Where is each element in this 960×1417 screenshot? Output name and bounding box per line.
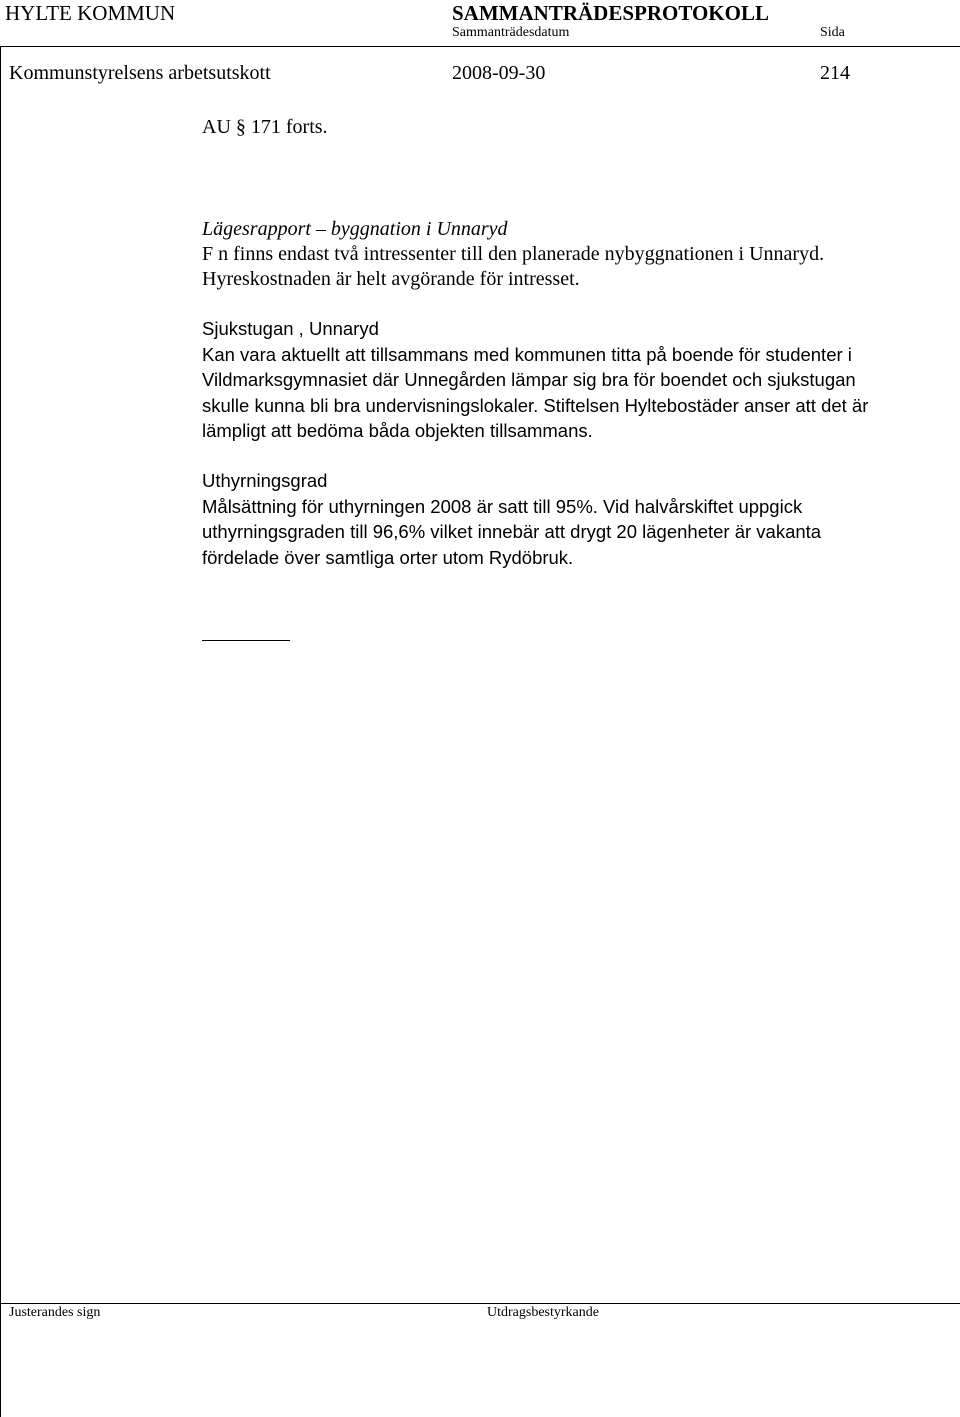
sign-label: Justerandes sign (9, 1305, 101, 1320)
organization-name: HYLTE KOMMUN (5, 1, 176, 25)
end-of-paragraph-rule (202, 640, 290, 641)
meeting-date: 2008-09-30 (452, 62, 546, 84)
date-caption: Sammanträdesdatum (452, 25, 570, 40)
page-caption: Sida (820, 25, 845, 40)
left-margin-rule (0, 46, 1, 1417)
section-line: Hyreskostnaden är helt avgörande för intresset. (202, 268, 580, 290)
section-line: skulle kunna bli bra undervisningslokaler. Stiftelsen Hyltebostäder anser att det är (202, 394, 869, 416)
section-heading: Uthyrningsgrad (202, 470, 328, 491)
section-uthyrningsgrad (202, 468, 942, 570)
section-line: uthyrningsgraden till 96,6% vilket innebär att drygt 20 lägenheter är vakanta (202, 521, 822, 542)
section-sjukstugan (202, 316, 942, 444)
page-number: 214 (820, 62, 850, 84)
certify-label: Utdragsbestyrkande (487, 1305, 599, 1320)
section-heading: Sjukstugan , Unnaryd (202, 318, 379, 339)
document-type: SAMMANTRÄDESPROTOKOLL (452, 1, 769, 25)
section-line: Kan vara aktuellt att tillsammans med kommunen titta på boende för studenter i (202, 343, 852, 365)
section-line: Vildmarksgymnasiet där Unnegården lämpar sig bra för boendet och sjukstugan (202, 369, 856, 390)
committee-name: Kommunstyrelsens arbetsutskott (9, 62, 271, 84)
header-divider (0, 46, 960, 47)
section-line: F n finns endast två intressenter till den planerade nybyggnationen i Unnaryd. (202, 243, 825, 265)
section-heading: Lägesrapport – byggnation i Unnaryd (202, 218, 508, 240)
footer-divider (0, 1303, 960, 1304)
section-lagesrapport (202, 217, 942, 292)
section-line: lämpligt att bedöma båda objekten tillsammans. (202, 420, 593, 441)
section-line: fördelade över samtliga orter utom Rydöbruk. (202, 546, 574, 568)
section-line: Målsättning för uthyrningen 2008 är satt till 95%. Vid halvårskiftet uppgick (202, 495, 803, 517)
paragraph-reference: AU § 171 forts. (202, 116, 328, 138)
